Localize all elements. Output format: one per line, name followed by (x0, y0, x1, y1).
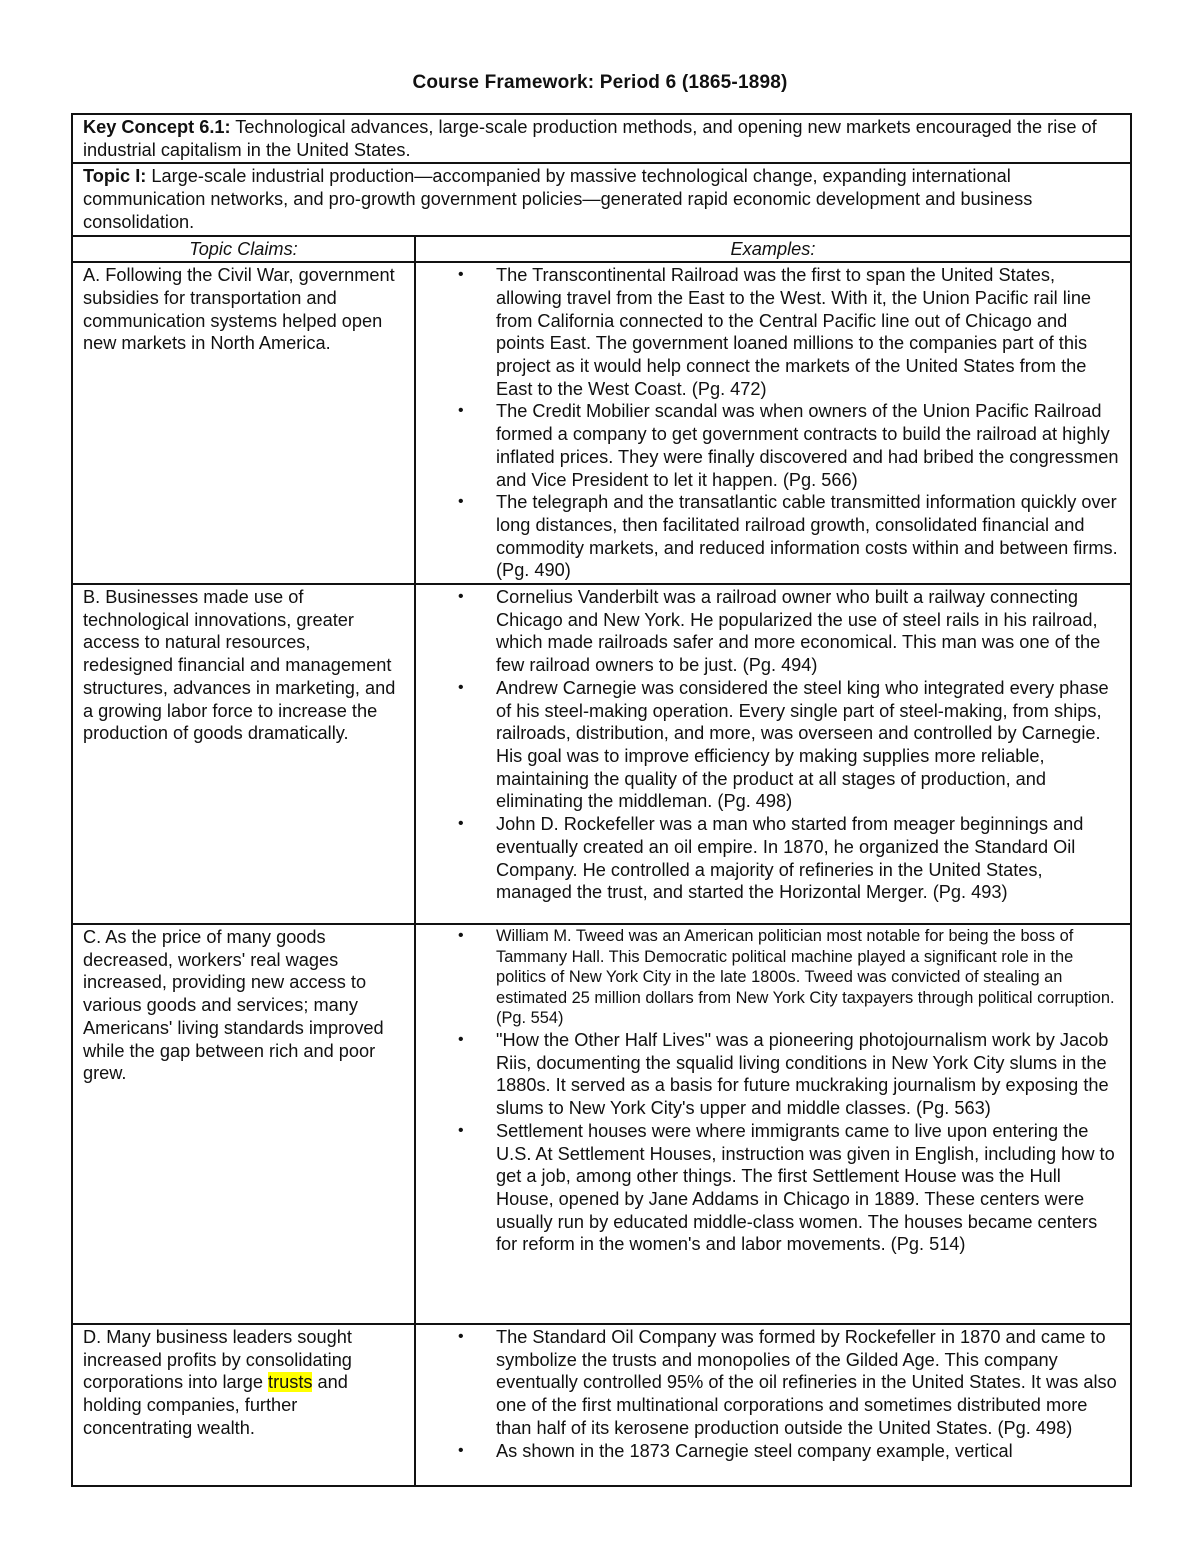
claim-cell-a (72, 262, 415, 584)
examples-cell-a (415, 262, 1131, 584)
claim-text-d: D. Many business leaders sought increased profits by consolidating corporations into large trusts and holding companies, further concentrating wealth. (83, 1327, 352, 1438)
examples-list-a (426, 264, 1120, 582)
claim-cell-c (72, 924, 415, 1324)
topic-row (72, 163, 1131, 235)
list-item: • The telegraph and the transatlantic cable transmitted information quickly over long distances, then facilitated railroad growth, consolidated financial and commodity markets, and reduced information costs within and between firms. (Pg. 490) (458, 492, 1118, 581)
claim-row-a (72, 262, 1131, 584)
examples-column-header: Examples: (415, 236, 1131, 263)
claim-row-d (72, 1324, 1131, 1486)
key-concept-row (72, 114, 1131, 163)
list-item: • Andrew Carnegie was considered the steel king who integrated every phase of his steel-making operation. Every single part of steel-making, from ships, railroads, distribution, and more, was overseen and controlled by Carnegie. His goal was to improve efficiency by making supplies more reliable, maintaining the quality of the product at all stages of production, and eliminating the middleman. (Pg. 498) (458, 677, 1109, 812)
examples-cell-c (415, 924, 1131, 1324)
list-item: • The Transcontinental Railroad was the first to span the United States, allowing travel from the East to the West. With it, the Union Pacific rail line from California connected to the Central Pacific line out of Chicago and points East. The government loaned millions to the companies part of this project as it would help connect the markets of the United States from the East to the West Coast. (Pg. 472) (458, 265, 1092, 399)
claim-row-b (72, 584, 1131, 924)
column-header-row (72, 236, 1131, 263)
claims-column-header: Topic Claims: (72, 236, 415, 263)
list-item: • As shown in the 1873 Carnegie steel company example, vertical (458, 1440, 1013, 1461)
list-item: • John D. Rockefeller was a man who started from meager beginnings and eventually created an oil empire. In 1870, he organized the Standard Oil Company. He controlled a majority of refineries in the United States, managed the trust, and started the Horizontal Merger. (Pg. 493) (458, 814, 1084, 903)
examples-cell-d (415, 1324, 1131, 1486)
list-item: • "How the Other Half Lives" was a pioneering photojournalism work by Jacob Riis, documenting the squalid living conditions in New York City slums in the 1880s. It served as a basis for future muckraking journalism by exposing the slums to New York City's upper and middle classes. (Pg. 563) (458, 1030, 1109, 1119)
claim-row-c (72, 924, 1131, 1324)
document-title: Course Framework: Period 6 (1865-1898) (412, 72, 788, 93)
examples-cell-b (415, 584, 1131, 924)
list-item: • Cornelius Vanderbilt was a railroad owner who built a railway connecting Chicago and New York. He popularized the use of steel rails in his railroad, which made railroads safer and more economical. This man was one of the few railroad owners to be just. (Pg. 494) (458, 587, 1101, 676)
bullet-icon: • (458, 1031, 464, 1049)
bullet-icon: • (458, 266, 464, 284)
examples-list-b (426, 586, 1120, 904)
bullet-icon: • (458, 1121, 464, 1139)
key-concept-cell (72, 114, 1131, 163)
list-item: • William M. Tweed was an American politician most notable for being the boss of Tammany Hall. This Democratic political machine played a significant role in the politics of New York City in the late 1800s. Tweed was convicted of stealing an estimated 25 million dollars from New York City taxpayers through political corruption. (Pg. 554) (458, 927, 1115, 1028)
topic-cell (72, 163, 1131, 235)
topic-text: Large-scale industrial production—accompanied by massive technological change, expanding international communication networks, and pro-growth government policies—generated rapid economic development and business consolidation. (83, 166, 1033, 232)
bullet-icon: • (458, 588, 464, 606)
list-item: • The Standard Oil Company was formed by Rockefeller in 1870 and came to symbolize the trusts and monopolies of the Gilded Age. This company eventually controlled 95% of the oil refineries in the United States. It was also one of the first multinational corporations and sometimes distributed more than half of its kerosene production outside the United States. (Pg. 498) (458, 1327, 1117, 1438)
claim-cell-d (72, 1324, 415, 1486)
list-item: • Settlement houses were where immigrants came to live upon entering the U.S. At Settlement Houses, instruction was given in English, including how to get a job, among other things. The first Settlement House was the Hull House, opened by Jane Addams in Chicago in 1889. These centers were usually run by educated middle-class women. The houses became centers for reform in the women's and labor movements. (Pg. 514) (458, 1120, 1115, 1255)
framework-table (71, 113, 1132, 1487)
examples-list-c (426, 1029, 1120, 1256)
key-concept-text: Technological advances, large-scale production methods, and opening new markets encouraged the rise of industrial capitalism in the United States. (83, 117, 1097, 160)
bullet-icon: • (458, 927, 464, 945)
bullet-icon: • (458, 678, 464, 696)
bullet-icon: • (458, 402, 464, 420)
claim-text-a: A. Following the Civil War, government subsidies for transportation and communication systems helped open new markets in North America. (83, 265, 395, 354)
highlighted-word: trusts (268, 1372, 313, 1393)
key-concept-label: Key Concept 6.1: (83, 117, 231, 137)
topic-label: Topic I: (83, 166, 147, 187)
examples-list-c-small (426, 926, 1120, 1029)
list-item: • The Credit Mobilier scandal was when owners of the Union Pacific Railroad formed a company to get government contracts to build the railroad at highly inflated prices. They were finally discovered and had bribed the congressmen and Vice President to let it happen. (Pg. 566) (458, 401, 1119, 490)
bullet-icon: • (458, 493, 464, 511)
bullet-icon: • (458, 1328, 464, 1346)
claim-cell-b (72, 584, 415, 924)
claim-text-c: C. As the price of many goods decreased, workers' real wages increased, providing new access to various goods and services; many Americans' living standards improved while the gap between rich and poor grew. (83, 927, 384, 1084)
bullet-icon: • (458, 815, 464, 833)
examples-list-d (426, 1326, 1120, 1462)
bullet-icon: • (458, 1441, 464, 1459)
claim-text-b: B. Businesses made use of technological innovations, greater access to natural resources, redesigned financial and management structures, advances in marketing, and a growing labor force to increase the production of goods dramatically. (83, 587, 396, 744)
